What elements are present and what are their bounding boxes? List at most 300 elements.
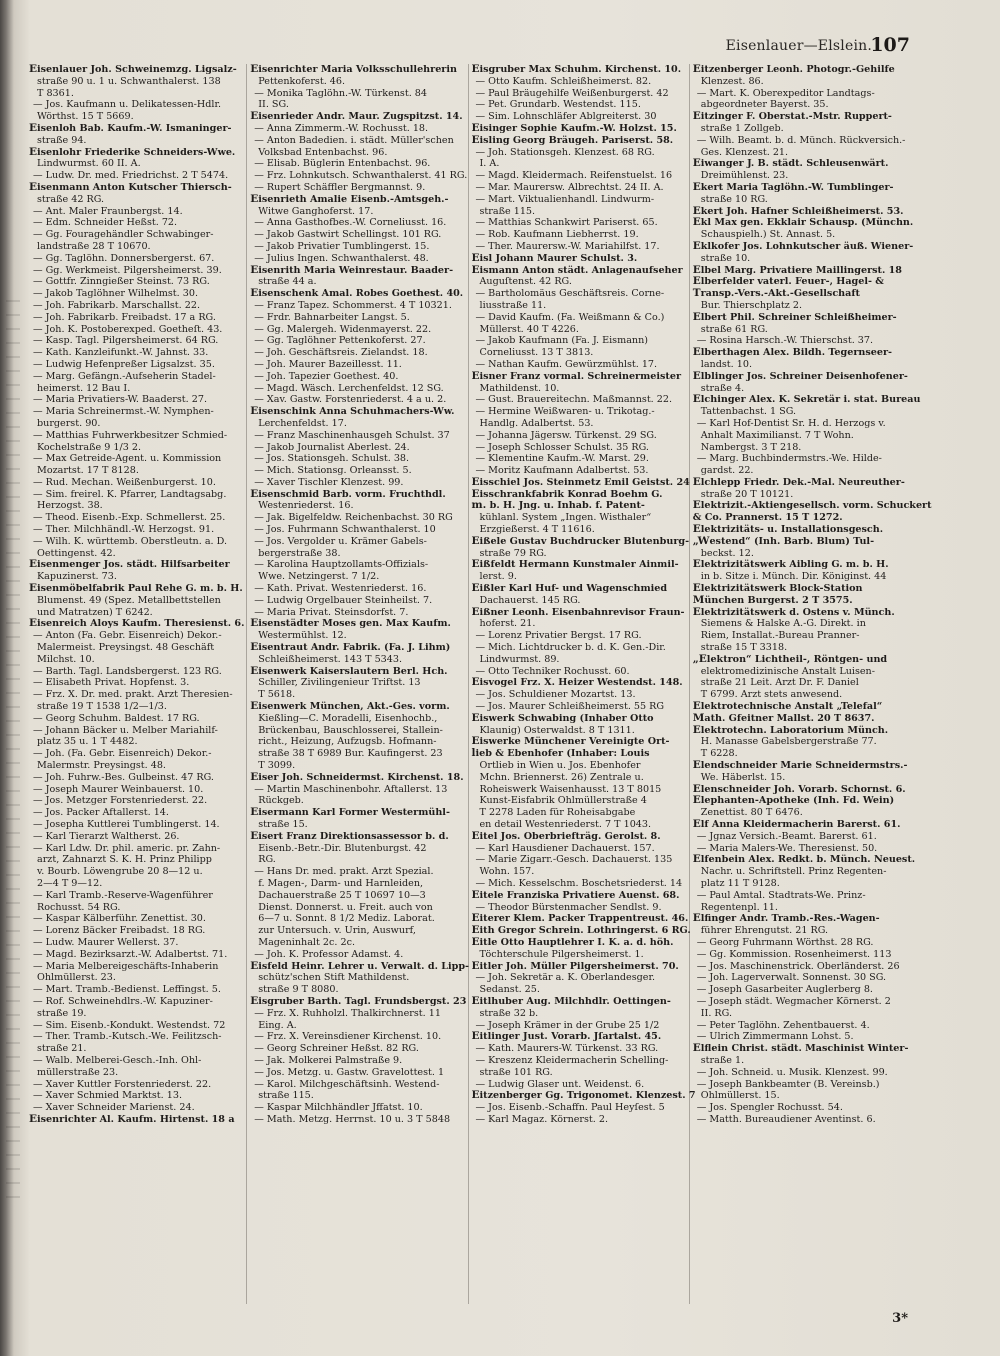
directory-entry-continuation: gardst. 22. xyxy=(700,465,754,477)
directory-subentry: — Xaver Schneider Marienst. 24. xyxy=(33,1102,195,1114)
directory-subentry: — Kath. Kanzleifunkt.-W. Jahnst. 33. xyxy=(33,347,209,359)
directory-entry-continuation: straße 1. xyxy=(700,1054,745,1066)
directory-entry-continuation: müllerstraße 23. xyxy=(37,1066,119,1078)
directory-entry-continuation: Dachauerstraße 25 T 10697 10—3 xyxy=(258,889,426,901)
directory-entry-heading: Eitzenberger Leonh. Photogr.-Gehilfe xyxy=(692,63,895,75)
directory-entry-continuation: RG. xyxy=(258,854,276,866)
directory-entry-continuation: f. Magen-, Darm- und Harnleiden, xyxy=(258,877,424,889)
directory-entry-heading: Elfinger Andr. Tramb.-Res.-Wagen- xyxy=(692,912,880,925)
directory-subentry: — Paul Amtal. Stadtrats-We. Prinz- xyxy=(696,889,866,901)
directory-entry-continuation: Nambergst. 3 T 218. xyxy=(700,441,802,453)
directory-entry-continuation: heimerst. 12 Bau I. xyxy=(37,382,131,394)
directory-subentry: — Gg. Kommission. Rosenheimerst. 113 xyxy=(696,948,892,960)
directory-entry-heading: Eisfeld Heinr. Lehrer u. Verwalt. d. Lipp- xyxy=(250,959,470,972)
directory-subentry: — Xaver Tischler Klenzest. 99. xyxy=(254,476,404,488)
directory-subentry: — Joh. Fabrikarb. Freibadst. 17 a RG. xyxy=(33,311,216,323)
directory-entry-continuation: Rückgeb. xyxy=(258,795,304,807)
directory-subentry: — Gg. Werkmeist. Pilgersheimerst. 39. xyxy=(33,264,222,276)
directory-entry-heading: Eisentraut Andr. Fabrik. (Fa. J. Lihm) xyxy=(250,641,451,654)
directory-entry-continuation: platz 35 u. 1 T 4482. xyxy=(37,736,138,748)
directory-subentry: — Mart. Tramb.-Bedienst. Leffingst. 5. xyxy=(33,984,221,996)
directory-entry-heading: Eisenrichter Al. Kaufm. Hirtenst. 18 a xyxy=(29,1112,235,1125)
directory-entry-continuation: Bur. Thierschplatz 2. xyxy=(700,299,803,311)
directory-subentry: — Frz. Lohnkutsch. Schwanthalerst. 41 RG. xyxy=(254,170,468,182)
directory-subentry: — Mar. Maurersw. Albrechtst. 24 II. A. xyxy=(475,181,664,193)
directory-subentry: — Elisabeth Privat. Hopfenst. 3. xyxy=(33,677,190,689)
directory-subentry: — Johann Bäcker u. Melber Mariahilf- xyxy=(33,724,218,736)
binding-shadow xyxy=(6,300,20,1200)
directory-entry-continuation: Lindwurmst. 60 II. A. xyxy=(37,158,141,170)
directory-subentry: — Mich. Lichtdrucker b. d. K. Gen.-Dir. xyxy=(475,642,666,654)
directory-subentry: — Bartholomäus Geschäftsreis. Corne- xyxy=(475,288,665,300)
directory-entry-continuation: Riem, Installat.-Bureau Pranner- xyxy=(700,630,860,642)
directory-entry-heading: „Westend“ (Inh. Barb. Blum) Tul- xyxy=(692,534,875,547)
directory-entry-heading: m. b. H. Jng. u. Inhab. f. Patent- xyxy=(471,499,645,512)
directory-entry-continuation: arzt, Zahnarzt S. K. H. Prinz Philipp xyxy=(37,854,212,866)
directory-entry-continuation: lerst. 9. xyxy=(479,571,517,583)
directory-entry-heading: Elberthagen Alex. Bildh. Tegernseer- xyxy=(692,346,893,359)
directory-subentry: — Franz Tapez. Schommerst. 4 T 10321. xyxy=(254,299,452,311)
directory-entry-continuation: T 3099. xyxy=(258,760,296,772)
directory-entry-continuation: beckst. 12. xyxy=(700,547,754,559)
directory-subentry: — Jakob Journalist Aberlest. 24. xyxy=(254,441,410,453)
directory-subentry: — Hans Dr. med. prakt. Arzt Spezial. xyxy=(254,866,434,878)
directory-subentry: — Ther. Maurersw.-W. Mariahilfst. 17. xyxy=(475,240,660,252)
directory-entry-heading: Ekert Joh. Hafner Schleißheimerst. 53. xyxy=(692,204,904,217)
directory-entry-continuation: Mathildenst. 10. xyxy=(479,382,560,394)
directory-subentry: — Rob. Kaufmann Liebherrst. 19. xyxy=(475,229,639,241)
directory-entry-continuation: II. RG. xyxy=(700,1007,733,1019)
directory-subentry: — Karl Tramb.-Reserve-Wagenführer xyxy=(33,889,213,901)
directory-entry-continuation: Klenzest. 86. xyxy=(700,75,764,87)
directory-entry-heading: „Elektron“ Lichtheil-, Röntgen- und xyxy=(692,652,888,665)
directory-entry-continuation: I. A. xyxy=(479,158,500,170)
directory-subentry: — Frdr. Bahnarbeiter Langst. 5. xyxy=(254,311,410,323)
directory-entry-continuation: Töchterschule Pilgersheimerst. 1. xyxy=(479,948,644,960)
directory-entry-continuation: 6—7 u. Sonnt. 8 1/2 Mediz. Laborat. xyxy=(258,913,435,925)
directory-entry-continuation: Handlg. Adalbertst. 53. xyxy=(479,417,594,429)
directory-entry-continuation: Mozartst. 17 T 8128. xyxy=(37,465,139,477)
directory-entry-continuation: straße 10 RG. xyxy=(700,193,768,205)
directory-subentry: — Joh. K. Professor Adamst. 4. xyxy=(254,948,404,960)
directory-subentry: — Joh. Geschäftsreis. Zielandst. 18. xyxy=(254,347,428,359)
directory-subentry: — Jak. Bigelfeldw. Reichenbachst. 30 RG xyxy=(254,512,453,524)
directory-entry-continuation: Corneliusst. 13 T 3813. xyxy=(479,347,594,359)
directory-subentry: — Matthias Schankwirt Pariserst. 65. xyxy=(475,217,658,229)
directory-subentry: — Jos. Metzger Forstenriederst. 22. xyxy=(33,795,208,807)
directory-entry-heading: Eitele Franziska Privatiere Auenst. 68. xyxy=(471,888,680,901)
directory-subentry: — Marie Zigarr.-Gesch. Dachauerst. 135 xyxy=(475,854,673,866)
directory-entry-heading: Eitzinger F. Oberstat.-Mstr. Ruppert- xyxy=(692,110,892,123)
directory-subentry: — Anton (Fa. Gebr. Eisenreich) Dekor.- xyxy=(33,630,222,642)
directory-entry-heading: Elephanten-Apotheke (Inh. Fd. Wein) xyxy=(692,794,895,807)
directory-entry-continuation: II. SG. xyxy=(258,99,289,111)
directory-subentry: — Joh. Lagerverwalt. Sonnenst. 30 SG. xyxy=(696,972,887,984)
directory-entry-continuation: H. Manasse Gabelsbergerstraße 77. xyxy=(700,736,877,748)
directory-entry-continuation: Malermstr. Preysingst. 48. xyxy=(37,760,166,772)
directory-entry-continuation: straße 21. xyxy=(37,1043,87,1055)
directory-entry-continuation: Westenriederst. 16. xyxy=(258,500,354,512)
directory-entry-continuation: elektromedizinische Anstalt Luisen- xyxy=(700,665,875,677)
directory-subentry: — Maria Privatiers-W. Baaderst. 27. xyxy=(33,394,207,406)
directory-entry-continuation: en detail Westenriederst. 7 T 1043. xyxy=(479,819,652,830)
directory-entry-continuation: Ohlmüllerst. 15. xyxy=(700,1090,780,1102)
directory-entry-heading: Ekl Max gen. Ekklair Schausp. (Münchn. xyxy=(692,216,914,229)
directory-entry-heading: Eiser Joh. Schneidermst. Kirchenst. 18. xyxy=(250,770,464,783)
directory-entry-continuation: hoferst. 21. xyxy=(479,618,536,630)
directory-entry-heading: Eisenrichter Maria Volksschullehrerin xyxy=(250,63,457,75)
directory-entry-continuation: straße 90 u. 1 u. Schwanthalerst. 138 xyxy=(37,75,221,87)
directory-entry-heading: Eisenschink Anna Schuhmachers-Ww. xyxy=(250,405,455,418)
directory-subentry: — Moritz Kaufmann Adalbertst. 53. xyxy=(475,465,649,477)
directory-subentry: — Sim. Eisenb.-Kondukt. Westendst. 72 xyxy=(33,1019,226,1031)
directory-subentry: — Marg. Gefängn.-Aufseherin Stadel- xyxy=(33,370,216,382)
directory-subentry: — Kath. Maurers-W. Türkenst. 33 RG. xyxy=(475,1043,659,1055)
directory-entry-continuation: Schleißheimerst. 143 T 5343. xyxy=(258,653,403,665)
directory-subentry: — Anna Zimmerm.-W. Rochusst. 18. xyxy=(254,122,429,134)
directory-entry-heading: Ekert Maria Taglöhn.-W. Tumblinger- xyxy=(692,180,894,193)
directory-subentry: — Kaspar Kälberführ. Zenettist. 30. xyxy=(33,913,206,925)
directory-entry-continuation: landst. 10. xyxy=(700,358,752,370)
directory-subentry: — Karl Magaz. Körnerst. 2. xyxy=(475,1113,609,1125)
directory-entry-heading: Eitle Otto Hauptlehrer I. K. a. d. höh. xyxy=(471,935,674,948)
directory-entry-heading: Elenschneider Joh. Vorarb. Schornst. 6. xyxy=(692,782,906,795)
directory-subentry: — Josepha Kuttlerei Tumblingerst. 14. xyxy=(33,819,220,830)
directory-entry-continuation: Oettingenst. 42. xyxy=(37,547,116,559)
directory-entry-continuation: straße 115. xyxy=(479,205,536,217)
directory-entry-heading: Eiswerk Schwabing (Inhaber Otto xyxy=(471,711,654,724)
directory-subentry: — Rud. Mechan. Weißenburgerst. 10. xyxy=(33,476,216,488)
directory-subentry: — Johanna Jägersw. Türkenst. 29 SG. xyxy=(475,429,657,441)
directory-subentry: — Edm. Schneider Heßst. 72. xyxy=(33,217,178,229)
directory-subentry: — Gg. Malergeh. Widenmayerst. 22. xyxy=(254,323,432,335)
directory-entry-continuation: straße 21 Leit. Arzt Dr. F. Daniel xyxy=(700,677,859,689)
directory-entry-heading: Eitler Joh. Müller Pilgersheimerst. 70. xyxy=(471,959,679,972)
directory-entry-continuation: Eing. A. xyxy=(258,1019,297,1031)
directory-subentry: — Ludwig Glaser unt. Weidenst. 6. xyxy=(475,1078,645,1090)
directory-entry-continuation: straße 15 T 3318. xyxy=(700,642,788,654)
directory-entry-continuation: straße 79 RG. xyxy=(479,547,547,559)
directory-entry-heading: Eiswerke Münchener Vereinigte Ort- xyxy=(471,735,670,748)
directory-subentry: — Mart. Viktualienhandl. Lindwurm- xyxy=(475,193,655,205)
directory-entry-continuation: T 6228. xyxy=(700,748,738,760)
directory-subentry: — Gust. Brauereitechn. Maßmannst. 22. xyxy=(475,394,673,406)
directory-subentry: — Julius Ingen. Schwanthalerst. 48. xyxy=(254,252,429,264)
directory-entry-continuation: Ohlmüllerst. 23. xyxy=(37,972,116,984)
directory-entry-continuation: Zenettist. 80 T 6476. xyxy=(700,807,803,819)
directory-subentry: — Peter Taglöhn. Zehentbauerst. 4. xyxy=(696,1019,870,1031)
directory-entry-heading: Eisert Franz Direktionsassessor b. d. xyxy=(250,829,449,842)
directory-entry-continuation: liusstraße 11. xyxy=(479,299,547,311)
directory-subentry: — Joh. Schneid. u. Musik. Klenzest. 99. xyxy=(696,1066,888,1078)
directory-subentry: — Maria Privat. Steinsdorfst. 7. xyxy=(254,606,409,618)
directory-subentry: — Xav. Gastw. Forstenriederst. 4 a u. 2. xyxy=(254,394,447,406)
directory-entry-continuation: straße 42 RG. xyxy=(37,193,105,205)
directory-entry-heading: Eismann Anton städt. Anlagenaufseher xyxy=(471,263,683,276)
directory-entry-continuation: T 8361. xyxy=(37,87,74,99)
directory-entry-heading: Elf Anna Kleidermacherin Barerst. 61. xyxy=(692,818,901,830)
directory-entry-continuation: Malermeist. Preysingst. 48 Geschäft xyxy=(37,642,215,654)
directory-entry-continuation: Westermühlst. 12. xyxy=(258,630,347,642)
directory-subentry: — Otto Kaufm. Schleißheimerst. 82. xyxy=(475,75,652,87)
directory-entry-continuation: Brückenbau, Bauschlosserei, Stallein- xyxy=(258,724,443,736)
directory-entry-heading: Eisenrieder Andr. Maur. Zugspitzst. 14. xyxy=(250,110,463,123)
directory-subentry: — Jakob Taglöhner Wilhelmst. 30. xyxy=(33,288,199,300)
directory-subentry: — Ulrich Zimmermann Lohst. 5. xyxy=(696,1031,854,1043)
directory-entry-heading: Elfenbein Alex. Redkt. b. Münch. Neuest. xyxy=(692,853,916,866)
directory-entry-continuation: T 6799. Arzt stets anwesend. xyxy=(700,689,843,701)
directory-subentry: — Rupert Schäffler Bergmannst. 9. xyxy=(254,181,426,193)
directory-subentry: — Magd. Bezirksarzt.-W. Adalbertst. 71. xyxy=(33,948,228,960)
directory-entry-heading: Eisschiel Jos. Steinmetz Emil Geistst. 24 xyxy=(471,475,690,488)
directory-subentry: — Gg. Taglöhn. Donnersbergerst. 67. xyxy=(33,252,215,264)
directory-entry-continuation: Mchn. Briennerst. 26) Zentrale u. xyxy=(479,771,644,783)
directory-subentry: — Marg. Buchbindermstrs.-We. Hilde- xyxy=(696,453,882,465)
directory-subentry: — Barth. Tagl. Landsbergerst. 123 RG. xyxy=(33,665,222,677)
running-head: Eisenlauer—Elslein. xyxy=(725,38,872,54)
directory-subentry: — Jos. Metzg. u. Gastw. Gravelottest. 1 xyxy=(254,1066,445,1078)
directory-entry-continuation: straße 15. xyxy=(258,819,308,830)
directory-entry-continuation: Wwe. Netzingerst. 7 1/2. xyxy=(258,571,380,583)
directory-subentry: — Joh. Sekretär a. K. Oberlandesger. xyxy=(475,972,656,984)
directory-subentry: — Jos. Spengler Rochusst. 54. xyxy=(696,1102,843,1114)
directory-entry-heading: Elbert Phil. Schreiner Schleißheimer- xyxy=(692,310,897,323)
directory-subentry: — Paul Bräugehilfe Weißenburgerst. 42 xyxy=(475,87,669,99)
directory-entry-continuation: Rochusst. 54 RG. xyxy=(37,901,121,913)
directory-entry-heading: Eisschrankfabrik Konrad Boehm G. xyxy=(471,487,663,500)
directory-entry-heading: Eisenschenk Amal. Robes Goethest. 40. xyxy=(250,287,464,300)
directory-entry-heading: Eitlhuber Aug. Milchhdlr. Oettingen- xyxy=(471,994,671,1007)
directory-subentry: — Wilh. K. württemb. Oberstleutn. a. D. xyxy=(33,535,228,547)
directory-subentry: — Math. Metzg. Herrnst. 10 u. 3 T 5848 xyxy=(254,1113,451,1125)
directory-entry-continuation: straße 115. xyxy=(258,1090,314,1102)
directory-entry-heading: Elektrizitätswerk Block-Station xyxy=(692,582,863,595)
directory-subentry: — Pet. Grundarb. Westendst. 115. xyxy=(475,99,641,111)
directory-subentry: — Jakob Kaufmann (Fa. J. Eismann) xyxy=(475,335,649,347)
directory-entry-continuation: 2—4 T 9—12. xyxy=(37,877,103,889)
column-4 xyxy=(690,63,932,1304)
directory-entry-continuation: straße 61 RG. xyxy=(700,323,768,335)
directory-subentry: — Kreszenz Kleidermacherin Schelling- xyxy=(475,1054,669,1066)
directory-entry-heading: Elblinger Jos. Schreiner Deisenhofener- xyxy=(692,369,908,382)
directory-entry-heading: Elchinger Alex. K. Sekretär i. stat. Bureau xyxy=(692,393,921,406)
directory-entry-heading: Eisenlohr Friederike Schneiders-Wwe. xyxy=(29,145,236,158)
directory-subentry: — Jgnaz Versich.-Beamt. Barerst. 61. xyxy=(696,830,877,842)
directory-entry-continuation: Sedanst. 25. xyxy=(479,984,540,996)
directory-entry-heading: Eisenreich Aloys Kaufm. Theresienst. 6. xyxy=(29,617,245,630)
page-number: 107 xyxy=(870,34,910,56)
directory-entry-continuation: Eisenb.-Betr.-Dir. Blutenburgst. 42 xyxy=(258,842,427,854)
directory-entry-continuation: Schauspielh.) St. Annast. 5. xyxy=(700,229,836,241)
directory-subentry: — Otto Techniker Rochusst. 60. xyxy=(475,665,630,677)
directory-subentry: — Matthias Fuhrwerkbesitzer Schmied- xyxy=(33,429,228,441)
directory-subentry: — Maria Malers-We. Theresienst. 50. xyxy=(696,842,878,854)
directory-subentry: — Kath. Privat. Westenriederst. 16. xyxy=(254,583,427,595)
directory-subentry: — Frz. X. Dr. med. prakt. Arzt Theresien- xyxy=(33,689,233,701)
directory-subentry: — Joh. K. Postoberexped. Goetheſt. 43. xyxy=(33,323,223,335)
directory-subentry: — Joseph Schlosser Schulst. 35 RG. xyxy=(475,441,649,453)
directory-subentry: — Kasp. Tagl. Pilgersheimerst. 64 RG. xyxy=(33,335,219,347)
directory-entry-heading: Elberfelder vaterl. Feuer-, Hagel- & xyxy=(692,275,884,288)
directory-entry-continuation: v. Bourb. Löwengrube 20 8—12 u. xyxy=(37,866,203,878)
directory-subentry: — Gg. Fouragehändler Schwabinger- xyxy=(33,229,214,241)
directory-entry-continuation: Witwe Ganghoferst. 17. xyxy=(258,205,374,217)
directory-entry-heading: Elektrizitäts- u. Installationsgesch. xyxy=(692,523,884,536)
directory-entry-heading: Eitlinger Just. Vorarb. Jſartalst. 45. xyxy=(471,1030,662,1043)
directory-subentry: — Nathan Kaufm. Gewürzmühlst. 17. xyxy=(475,358,658,370)
directory-entry-heading: Eisvogel Frz. X. Heizer Westendst. 148. xyxy=(471,676,683,689)
directory-subentry: — Anton Badedien. i. städt. Müller'schen xyxy=(254,134,454,146)
directory-entry-heading: Elektrizitätswerk d. Ostens v. Münch. xyxy=(692,605,895,618)
directory-subentry: — Jos. Maurer Schleißheimerst. 55 RG xyxy=(475,701,665,713)
directory-entry-continuation: Siemens & Halske A.-G. Direkt. in xyxy=(700,618,866,630)
directory-entry-heading: Eisinger Sophie Kaufm.-W. Holzst. 15. xyxy=(471,121,677,134)
directory-entry-continuation: Kunst-Eisfabrik Ohlmüllerstraße 4 xyxy=(479,795,647,807)
directory-subentry: — Sim. freirel. K. Pfarrer, Landtagsabg. xyxy=(33,488,227,500)
directory-entry-heading: Eisenrith Maria Weinrestaur. Baader- xyxy=(250,263,454,276)
directory-subentry: — Theodor Bürstenmacher Sendlst. 9. xyxy=(475,901,662,913)
directory-subentry: — Mich. Kesselschm. Boschetsriederst. 14 xyxy=(475,877,683,889)
directory-entry-heading: Eiwanger J. B. städt. Schleusenwärt. xyxy=(692,157,889,170)
directory-subentry: — Hermine Weißwaren- u. Trikotag.- xyxy=(475,406,655,418)
column-1 xyxy=(26,64,247,1304)
directory-entry-continuation: Müllerst. 40 T 4226. xyxy=(479,323,579,335)
directory-entry-continuation: straße 9 T 8080. xyxy=(258,984,339,996)
directory-subentry: — Georg Schreiner Heßst. 82 RG. xyxy=(254,1043,419,1055)
directory-subentry: — Jos. Schuldiener Mozartst. 13. xyxy=(475,689,636,701)
directory-subentry: — Ludw. Dr. med. Friedrichst. 2 T 5474. xyxy=(33,170,229,182)
directory-subentry: — Matth. Bureaudiener Aventinst. 6. xyxy=(696,1113,876,1125)
directory-entry-continuation: Nachr. u. Schriftstell. Prinz Regenten- xyxy=(700,866,887,878)
directory-subentry: — Karl Hausdiener Dachauerst. 157. xyxy=(475,842,655,854)
directory-subentry: — Joh. Fabrikarb. Marschallst. 22. xyxy=(33,299,201,311)
directory-entry-heading: Eisl Johann Maurer Schulst. 3. xyxy=(471,251,638,264)
directory-entry-continuation: straße 38 T 6989 Bur. Kaufingerst. 23 xyxy=(258,748,443,760)
directory-entry-heading: Elendschneider Marie Schneidermstrs.- xyxy=(692,759,908,772)
directory-subentry: — Lorenz Bäcker Freibadst. 18 RG. xyxy=(33,925,206,937)
directory-entry-continuation: We. Häberlst. 15. xyxy=(700,771,786,783)
directory-entry-continuation: straße 1 Zollgeb. xyxy=(700,122,784,134)
directory-subentry: — Magd. Wäsch. Lerchenfeldst. 12 SG. xyxy=(254,382,444,394)
column-2 xyxy=(247,64,468,1304)
directory-subentry: — Franz Maschinenhausgeh Schulst. 37 xyxy=(254,429,450,441)
directory-entry-continuation: Tattenbachst. 1 SG. xyxy=(700,406,797,418)
directory-entry-heading: Eith Gregor Schrein. Lothringerst. 6 RG. xyxy=(471,924,691,937)
directory-subentry: — Karolina Hauptzollamts-Offizials- xyxy=(254,559,429,571)
directory-subentry: — Frz. X. Ruhholzl. Thalkirchnerst. 11 xyxy=(254,1007,441,1019)
directory-entry-heading: Elbel Marg. Privatiere Maillingerst. 18 xyxy=(692,263,902,276)
directory-entry-continuation: Kapuzinerst. 73. xyxy=(37,571,117,583)
directory-subentry: — Jos. Kaufmann u. Delikatessen-Hdlr. xyxy=(33,99,222,111)
directory-entry-continuation: platz 11 T 9128. xyxy=(700,877,780,889)
directory-subentry: — Joseph städt. Wegmacher Körnerst. 2 xyxy=(696,995,891,1007)
directory-subentry: — Jos. Fuhrmann Schwanthalerst. 10 xyxy=(254,524,436,536)
directory-entry-continuation: straße 19. xyxy=(37,1007,87,1019)
directory-subentry: — Lorenz Privatier Bergst. 17 RG. xyxy=(475,630,642,642)
directory-subentry: — Joh. Tapezier Goethest. 40. xyxy=(254,370,399,382)
directory-entry-heading: Eisenmann Anton Kutscher Thiersch- xyxy=(29,180,232,193)
directory-subentry: — Jakob Privatier Tumblingerst. 15. xyxy=(254,240,430,252)
directory-entry-heading: Eisenmenger Jos. städt. Hilfsarbeiter xyxy=(29,558,230,571)
directory-entry-continuation: Ortlieb in Wien u. Jos. Ebenhofer xyxy=(479,760,641,772)
directory-entry-continuation: Roheiswerk Waisenhausst. 13 T 8015 xyxy=(479,783,662,795)
directory-subentry: — Magd. Kleidermach. Reifenstuelst. 16 xyxy=(475,170,673,182)
directory-entry-continuation: und Matratzen) T 6242. xyxy=(37,606,153,618)
directory-entry-continuation: straße 94. xyxy=(37,134,87,146)
directory-entry-continuation: kühlanl. System „Ingen. Wisthaler“ xyxy=(479,512,652,524)
directory-entry-continuation: Ges. Klenzest. 21. xyxy=(700,146,789,158)
directory-entry-heading: Eisenwerk München, Akt.-Ges. vorm. xyxy=(250,700,450,713)
directory-subentry: — Theod. Eisenb.-Exp. Schmellerst. 25. xyxy=(33,512,226,524)
directory-subentry: — Georg Fuhrmann Wörthst. 28 RG. xyxy=(696,936,874,948)
directory-subentry: — Ludw. Maurer Wellerst. 37. xyxy=(33,936,179,948)
directory-subentry: — Jos. Stationsgeh. Schulst. 38. xyxy=(254,453,410,465)
directory-entry-heading: Eisling Georg Bräugeh. Pariserst. 58. xyxy=(471,133,674,146)
directory-subentry: — Monika Taglöhn.-W. Türkenst. 84 xyxy=(254,87,428,99)
directory-subentry: — Jos. Maschinenstrick. Oberländerst. 26 xyxy=(696,960,900,972)
directory-subentry: — Jos. Vergolder u. Krämer Gabels- xyxy=(254,535,427,547)
directory-entry-heading: Eißele Gustav Buchdrucker Blutenburg- xyxy=(471,534,690,547)
directory-entry-heading: Elflein Christ. städt. Maschinist Winter- xyxy=(692,1042,909,1055)
directory-entry-continuation: Regentenpl. 11. xyxy=(700,901,778,913)
directory-subentry: — Gottfr. Zinngießer Steinst. 73 RG. xyxy=(33,276,210,288)
directory-entry-heading: Eisenmöbelfabrik Paul Rehe G. m. b. H. xyxy=(29,582,243,595)
directory-entry-heading: Elektrizit.-Aktiengesellsch. vorm. Schuckert xyxy=(692,499,932,512)
directory-entry-heading: Eisenlauer Joh. Schweinemzg. Ligsalz- xyxy=(29,63,237,75)
directory-entry-heading: Eisenloh Bab. Kaufm.-W. Ismaninger- xyxy=(29,121,232,134)
directory-subentry: — Joseph Bankbeamter (B. Vereinsb.) xyxy=(696,1078,880,1090)
directory-subentry: — Mich. Stationsg. Orleansst. 5. xyxy=(254,465,412,477)
signature-mark: 3* xyxy=(892,1311,908,1326)
directory-entry-continuation: Auguſtenst. 42 RG. xyxy=(479,276,572,288)
directory-subentry: — Ludwig Orgelbauer Steinheilst. 7. xyxy=(254,594,433,606)
directory-subentry: — Maria Schreinermst.-W. Nymphen- xyxy=(33,406,214,418)
directory-subentry: — Maria Melbereigeschäfts-Inhaberin xyxy=(33,960,219,972)
directory-subentry: — Ant. Maler Fraunbergst. 14. xyxy=(33,205,183,217)
directory-subentry: — Joseph Maurer Weinbauerst. 10. xyxy=(33,783,204,795)
directory-entry-heading: lieb & Ebenhofer (Inhaber: Louis xyxy=(471,747,650,760)
directory-entry-continuation: Wohn. 157. xyxy=(479,866,535,878)
directory-entry-continuation: in b. Sitze i. Münch. Dir. Königinst. 44 xyxy=(700,571,887,583)
directory-subentry: — David Kaufm. (Fa. Weißmann & Co.) xyxy=(475,311,665,323)
directory-entry-continuation: T 5618. xyxy=(258,689,296,701)
directory-entry-heading: Eklkofer Jos. Lohnkutscher äuß. Wiener- xyxy=(692,239,914,252)
directory-subentry: — Elisab. Büglerin Entenbachst. 96. xyxy=(254,158,431,170)
directory-entry-heading: Eißfeldt Hermann Kunstmaler Ainmil- xyxy=(471,558,679,571)
directory-entry-heading: Eisenstädter Moses gen. Max Kaufm. xyxy=(250,617,451,630)
directory-subentry: — Karl Ldw. Dr. phil. americ. pr. Zahn- xyxy=(33,842,221,854)
directory-entry-continuation: straße 10. xyxy=(700,252,751,264)
directory-entry-heading: Elektrizitätswerk Aibling G. m. b. H. xyxy=(692,558,889,571)
directory-entry-heading: Eisenschmid Barb. vorm. Fruchthdl. xyxy=(250,487,446,500)
directory-subentry: — Joh. Maurer Bazeillesst. 11. xyxy=(254,358,402,370)
directory-entry-continuation: bergerstraße 38. xyxy=(258,547,341,559)
directory-entry-heading: Eisner Franz vormal. Schreinermeister xyxy=(471,369,682,382)
directory-entry-continuation: Dachauerst. 145 RG. xyxy=(479,594,581,606)
directory-subentry: — Klementine Kaufm.-W. Marst. 29. xyxy=(475,453,649,465)
directory-entry-heading: Transp.-Vers.-Akt.-Gesellschaft xyxy=(692,287,860,300)
directory-entry-continuation: T 2278 Laden für Roheisabgabe xyxy=(479,807,636,819)
directory-entry-heading: Eißler Karl Huf- und Wagenschmied xyxy=(471,582,668,595)
directory-columns xyxy=(26,63,932,1304)
directory-subentry: — Ludwig Hefenpreßer Ligsalzst. 35. xyxy=(33,358,215,370)
directory-subentry: — Rof. Schweinehdlrs.-W. Kapuziner- xyxy=(33,995,213,1007)
directory-entry-continuation: Schiller, Zivilingenieur Triftst. 13 xyxy=(258,677,421,689)
directory-entry-heading: Eisermann Karl Former Westermühl- xyxy=(250,806,450,819)
directory-subentry: — Georg Schuhm. Baldest. 17 RG. xyxy=(33,712,200,724)
directory-entry-heading: München Burgerst. 2 T 3575. xyxy=(692,593,853,606)
directory-subentry: — Sim. Lohnschläfer Ablgreiterst. 30 xyxy=(475,111,657,123)
